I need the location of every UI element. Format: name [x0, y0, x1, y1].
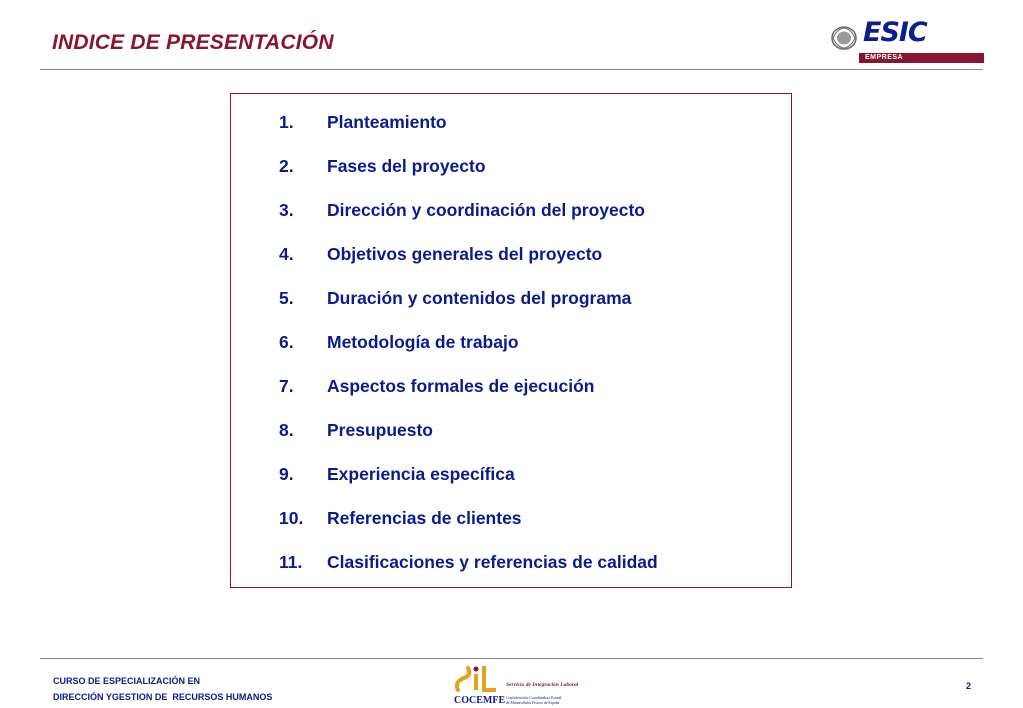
index-item: [279, 508, 658, 552]
index-item-number: 1.: [279, 112, 294, 132]
index-item: [279, 420, 658, 464]
footer-course-line-2: DIRECCIÓN YGESTION DE RECURSOS HUMANOS: [53, 692, 273, 702]
cocemfe-wordmark: COCEMFE: [454, 695, 506, 706]
index-item: [279, 552, 658, 596]
index-item-number: 6.: [279, 332, 294, 352]
index-item-label: Aspectos formales de ejecución: [327, 376, 595, 396]
index-item-number: 3.: [279, 200, 294, 220]
index-item-label: Metodología de trabajo: [327, 332, 519, 352]
index-item: [279, 376, 658, 420]
index-item-number: 8.: [279, 420, 294, 440]
index-item-label: Planteamiento: [327, 112, 447, 132]
index-item-label: Referencias de clientes: [327, 508, 522, 528]
index-item: [279, 464, 658, 508]
bottom-divider: [40, 658, 983, 659]
index-list: [279, 112, 658, 596]
esic-subtitle: EMPRESA: [859, 53, 984, 63]
index-item-label: Fases del proyecto: [327, 156, 486, 176]
index-item-number: 9.: [279, 464, 294, 484]
index-item-number: 10.: [279, 508, 304, 528]
cocemfe-logo: [452, 662, 579, 708]
index-item-label: Presupuesto: [327, 420, 433, 440]
top-divider: [40, 69, 983, 70]
cocemfe-tagline: Servicio de Integración Laboral: [506, 682, 579, 688]
index-item-label: Experiencia específica: [327, 464, 515, 484]
esic-logo: [826, 16, 984, 64]
index-item: [279, 332, 658, 376]
index-item-label: Clasificaciones y referencias de calidad: [327, 552, 658, 572]
index-item: [279, 112, 658, 156]
index-item-number: 7.: [279, 376, 294, 396]
index-item-number: 11.: [279, 552, 303, 572]
seal-icon: [830, 25, 858, 51]
cocemfe-description-line: de Minusválidos Físicos de España: [506, 701, 560, 705]
index-item-label: Dirección y coordinación del proyecto: [327, 200, 645, 220]
index-item-number: 5.: [279, 288, 294, 308]
sil-logo-icon: [452, 662, 504, 696]
page-number: 2: [966, 681, 972, 691]
footer-course-line-1: CURSO DE ESPECIALIZACIÓN EN: [53, 676, 201, 686]
page-title: INDICE DE PRESENTACIÓN: [52, 31, 334, 54]
cocemfe-description: [506, 696, 572, 706]
index-item: [279, 156, 658, 200]
index-item: [279, 288, 658, 332]
index-item-label: Objetivos generales del proyecto: [327, 244, 603, 264]
index-item: [279, 244, 658, 288]
index-item-label: Duración y contenidos del programa: [327, 288, 632, 308]
index-item: [279, 200, 658, 244]
cocemfe-description-line: Confederación Coordinadora Estatal: [506, 696, 562, 700]
esic-wordmark: ESIC: [863, 17, 927, 48]
index-item-number: 4.: [279, 244, 294, 264]
index-item-number: 2.: [279, 156, 294, 176]
